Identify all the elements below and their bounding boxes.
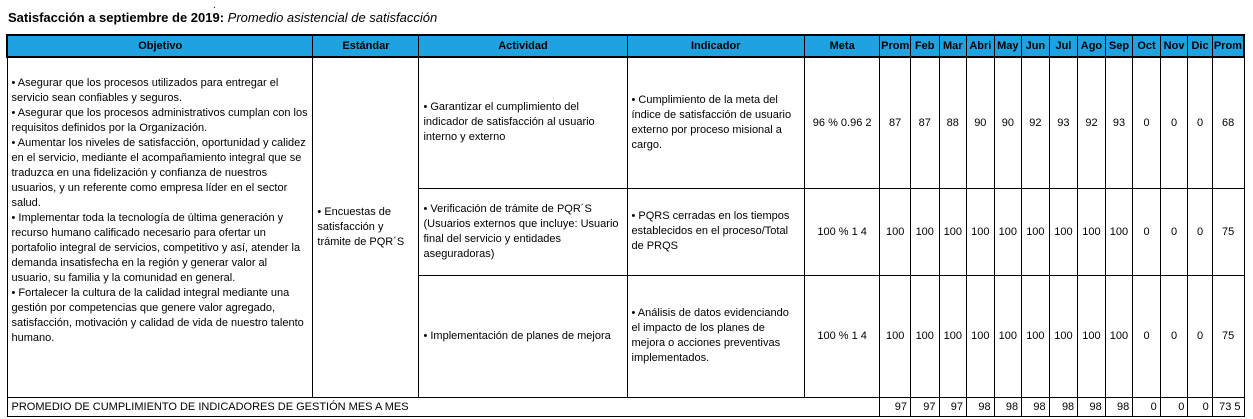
header-feb: Feb — [910, 35, 939, 57]
actividad-cell: • Verificación de trámite de PQR´S (Usuarios externos que incluye: Usuario final del servicio y entidades aseguradoras) — [419, 188, 627, 275]
header-mar: Mar — [939, 35, 967, 57]
objetivo-cell — [7, 57, 313, 397]
meta-cell: 96 % 0.96 2 — [804, 57, 879, 188]
value-cell: 100 — [967, 275, 995, 397]
value-cell: 100 — [994, 188, 1022, 275]
value-cell: 68 — [1212, 57, 1244, 188]
summary-value: 98 — [994, 397, 1022, 416]
summary-value: 98 — [967, 397, 995, 416]
summary-value: 97 — [939, 397, 967, 416]
title-bold: Satisfacción a septiembre de 2019: — [8, 10, 225, 25]
value-cell: 100 — [1078, 188, 1106, 275]
value-cell: 100 — [1105, 275, 1133, 397]
value-cell: 0 — [1133, 275, 1161, 397]
summary-value: 98 — [1049, 397, 1078, 416]
page-title — [8, 10, 437, 25]
header-may: May — [994, 35, 1022, 57]
value-cell: 100 — [880, 275, 911, 397]
actividad-cell: • Garantizar el cumplimiento del indicador de satisfacción al usuario interno y externo — [419, 57, 627, 188]
value-cell: 100 — [910, 275, 939, 397]
value-cell: 0 — [1160, 188, 1188, 275]
objetivo-item: • Fortalecer la cultura de la calidad integral mediante una gestión por competencias que genere valor agregado, satisfacción, motivación y calidad de vida de nuestro talento humano. — [11, 287, 304, 344]
value-cell: 75 — [1212, 188, 1244, 275]
indicador-cell: • Análisis de datos evidenciando el impacto de los planes de mejora o acciones preventivas implementados. — [627, 275, 804, 397]
header-nov: Nov — [1160, 35, 1188, 57]
estandar-cell: • Encuestas de satisfacción y trámite de PQR´S — [313, 57, 419, 397]
header-indicador: Indicador — [627, 35, 804, 57]
summary-value: 97 — [910, 397, 939, 416]
value-cell: 90 — [967, 57, 995, 188]
value-cell: 100 — [939, 188, 967, 275]
value-cell: 0 — [1188, 188, 1212, 275]
header-meta: Meta — [804, 35, 879, 57]
value-cell: 93 — [1049, 57, 1078, 188]
value-cell: 87 — [910, 57, 939, 188]
value-cell: 100 — [967, 188, 995, 275]
indicator-table — [6, 34, 1245, 417]
value-cell: 100 — [994, 275, 1022, 397]
header-objetivo: Objetivo — [7, 35, 313, 57]
header-prom-final: Prom — [1212, 35, 1244, 57]
indicador-cell: • Cumplimiento de la meta del índice de satisfacción de usuario externo por proceso misional a cargo. — [627, 57, 804, 188]
header-dic: Dic — [1188, 35, 1212, 57]
summary-value: 98 — [1078, 397, 1106, 416]
header-actividad: Actividad — [419, 35, 627, 57]
summary-value: 98 — [1022, 397, 1050, 416]
summary-value: 98 — [1105, 397, 1133, 416]
summary-label: PROMEDIO DE CUMPLIMIENTO DE INDICADORES DE GESTIÓN MES A MES — [7, 397, 880, 416]
value-cell: 0 — [1160, 57, 1188, 188]
value-cell: 0 — [1133, 57, 1161, 188]
summary-value: 73 5 — [1212, 397, 1244, 416]
header-oct: Oct — [1133, 35, 1161, 57]
summary-value: 97 — [880, 397, 911, 416]
meta-cell: 100 % 1 4 — [804, 188, 879, 275]
value-cell: 100 — [1022, 275, 1050, 397]
value-cell: 100 — [910, 188, 939, 275]
value-cell: 90 — [994, 57, 1022, 188]
value-cell: 100 — [939, 275, 967, 397]
indicador-cell: • PQRS cerradas en los tiempos establecidos en el proceso/Total de PRQS — [627, 188, 804, 275]
value-cell: 88 — [939, 57, 967, 188]
objetivo-item: • Asegurar que los procesos administrativos cumplan con los requisitos definidos por la Organización. — [11, 107, 308, 134]
title-italic: Promedio asistencial de satisfacción — [227, 10, 438, 25]
summary-value: 0 — [1188, 397, 1212, 416]
summary-row — [7, 397, 1244, 416]
objetivo-item: • Aumentar los niveles de satisfacción, oportunidad y calidez en el servicio, mediante el acompañamiento integral que se traduzca en una fidelización y confianza de nuestros usuarios, y un referente como empresa líder en el sector salud. — [11, 137, 306, 209]
header-prom: Prom — [880, 35, 911, 57]
value-cell: 87 — [880, 57, 911, 188]
table-row — [7, 57, 1244, 188]
value-cell: 0 — [1160, 275, 1188, 397]
value-cell: 93 — [1105, 57, 1133, 188]
summary-value: 0 — [1133, 397, 1161, 416]
header-row — [7, 35, 1244, 57]
value-cell: 100 — [880, 188, 911, 275]
meta-cell: 100 % 1 4 — [804, 275, 879, 397]
value-cell: 100 — [1049, 275, 1078, 397]
header-sep: Sep — [1105, 35, 1133, 57]
value-cell: 0 — [1133, 188, 1161, 275]
summary-value: 0 — [1160, 397, 1188, 416]
header-abr: Abri — [967, 35, 995, 57]
value-cell: 0 — [1188, 57, 1212, 188]
header-estandar: Estándar — [313, 35, 419, 57]
value-cell: 100 — [1022, 188, 1050, 275]
value-cell: 92 — [1022, 57, 1050, 188]
stray-dot: . — [213, 0, 216, 11]
value-cell: 100 — [1078, 275, 1106, 397]
actividad-cell: • Implementación de planes de mejora — [419, 275, 627, 397]
header-ago: Ago — [1078, 35, 1106, 57]
objetivo-item: • Implementar toda la tecnología de última generación y recurso humano calificado necesario para ofertar un portafolio integral de servicios, competitivo y así, atender la demanda insatisfecha en la región y generar valor al usuario, su familia y la comunidad en general. — [11, 212, 301, 284]
objetivo-item: • Asegurar que los procesos utilizados para entregar el servicio sean confiables y seguros. — [11, 77, 279, 104]
value-cell: 100 — [1049, 188, 1078, 275]
value-cell: 75 — [1212, 275, 1244, 397]
header-jul: Jul — [1049, 35, 1078, 57]
value-cell: 92 — [1078, 57, 1106, 188]
header-jun: Jun — [1022, 35, 1050, 57]
value-cell: 0 — [1188, 275, 1212, 397]
value-cell: 100 — [1105, 188, 1133, 275]
